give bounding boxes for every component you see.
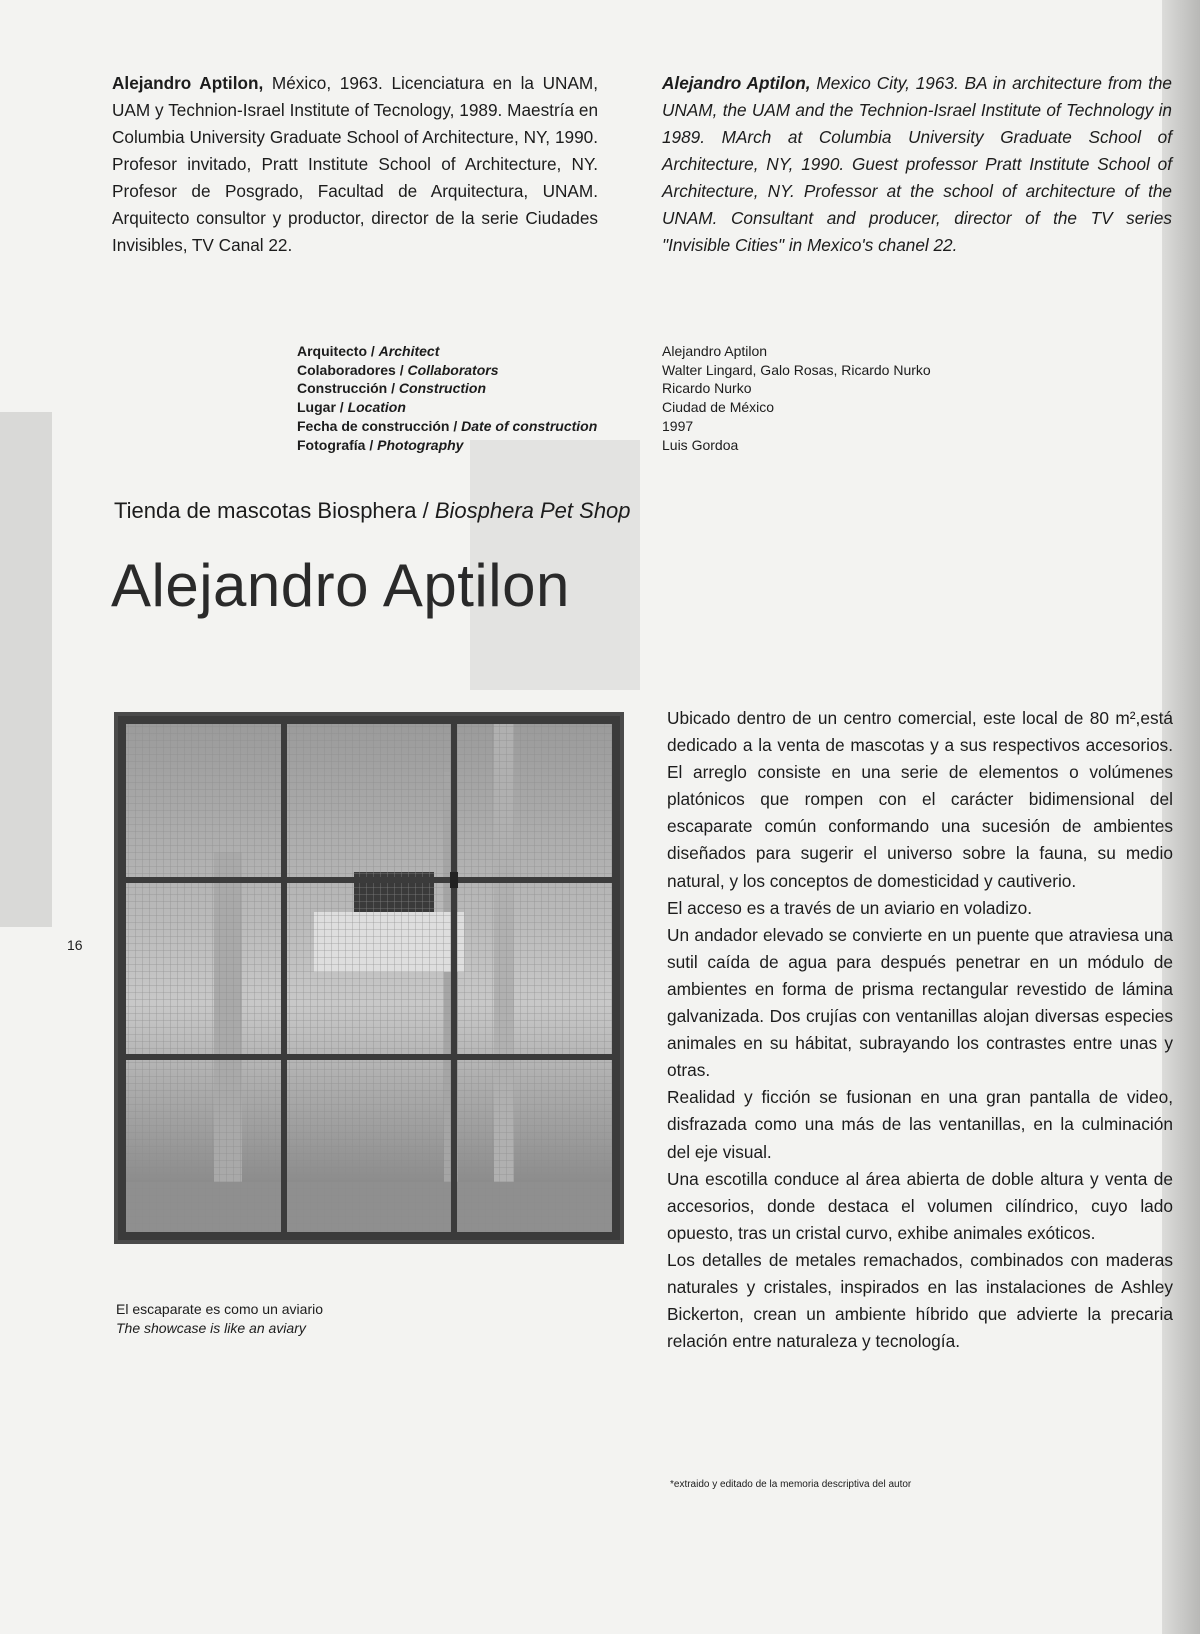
project-subtitle: Tienda de mascotas Biosphera / Biosphera Pet Shop (114, 498, 631, 523)
credit-value: Ciudad de México (662, 399, 775, 416)
body-paragraph: Ubicado dentro de un centro comercial, este local de 80 m²,está dedicado a la venta de mascotas y a sus respectivos accesorios. El arreglo consiste en una serie de elementos o volúmenes platónicos que rompen con el carácter bidimensional del escaparate común conformando una sucesión de ambientes diseñados para sugerir el universo sobre la fauna, su medio natural, y los conceptos de domesticidad y cautiverio. (667, 708, 1173, 891)
credit-label: Arquitecto / Architect (297, 343, 440, 359)
credit-label: Colaboradores / Collaborators (297, 361, 499, 378)
body-paragraph: Una escotilla conduce al área abierta de doble altura y venta de accesorios, donde destaca el volumen cilíndrico, cuyo lado opuesto, tras un cristal curvo, exhibe animales exóticos. (667, 1168, 1173, 1243)
credit-label: Fecha de construcción / Date of construction (297, 417, 598, 434)
page-title: Alejandro Aptilon (111, 552, 570, 619)
body-paragraph: Los detalles de metales remachados, combinados con maderas naturales y cristales, inspirados en las instalaciones de Ashley Bickerton, crean un ambiente híbrido que advierte la precaria relación entre naturaleza y tecnología. (667, 1249, 1173, 1352)
bio-name-en: Alejandro Aptilon, (662, 73, 811, 93)
credit-label: Lugar / Location (297, 399, 406, 416)
bio-text-en: Mexico City, 1963. BA in architecture from the UNAM, the UAM and the Technion-Israel Institute of Technology in 1989. MArch at Columbia University Graduate School of Architecture, NY, 1990. Guest professor Pratt Institute School of Architecture, NY. Professor at the school of architecture of the UNAM. Consultant and producer, director of the TV series "Invisible Cities" in Mexico's chanel 22. (662, 73, 1172, 255)
credit-value: Ricardo Nurko (662, 380, 752, 397)
footnote: *extraido y editado de la memoria descriptiva del autor (670, 1479, 912, 1490)
aviary-photo (114, 712, 624, 1244)
caption-en: The showcase is like an aviary (116, 1320, 306, 1336)
bio-name-es: Alejandro Aptilon, (112, 73, 264, 93)
bio-spanish (112, 70, 598, 259)
credit-label: Fotografía / Photography (297, 436, 464, 453)
project-description (667, 705, 1173, 1355)
credit-value: Luis Gordoa (662, 436, 739, 453)
credit-value: Alejandro Aptilon (662, 343, 768, 359)
credits-values (662, 342, 931, 454)
credit-value: 1997 (662, 417, 694, 434)
body-paragraph: Un andador elevado se convierte en un puente que atraviesa una sutil caída de agua para después penetrar en un módulo de ambientes en forma de prisma rectangular revestido de lámina galvanizada. Dos crujías con ventanillas alojan diversas especies animales en su hábitat, subrayando los contrastes entre unas y otras. (667, 924, 1173, 1081)
bio-english (662, 70, 1172, 259)
credit-value: Walter Lingard, Galo Rosas, Ricardo Nurko (662, 361, 931, 378)
page-number: 16 (67, 937, 83, 953)
body-paragraph: Realidad y ficción se fusionan en una gran pantalla de video, disfrazada como una más de las ventanillas, en la culminación del eje visual. (667, 1087, 1173, 1162)
caption-es: El escaparate es como un aviario (116, 1301, 323, 1317)
credit-label: Construcción / Construction (297, 380, 487, 397)
credits-labels (297, 342, 597, 454)
photo-caption (116, 1300, 323, 1338)
body-paragraph: El acceso es a través de un aviario en voladizo. (667, 897, 1033, 918)
bio-text-es: México, 1963. Licenciatura en la UNAM, UAM y Technion-Israel Institute of Tecnology, 1989. Maestría en Columbia University Graduate School of Architecture, NY, 1990. Profesor invitado, Pratt Institute School of Architecture, NY. Profesor de Posgrado, Facultad de Arquitectura, UNAM. Arquitecto consultor y productor, director de la serie Ciudades Invisibles, TV Canal 22. (112, 73, 598, 255)
bleed-through-shade (0, 412, 52, 927)
